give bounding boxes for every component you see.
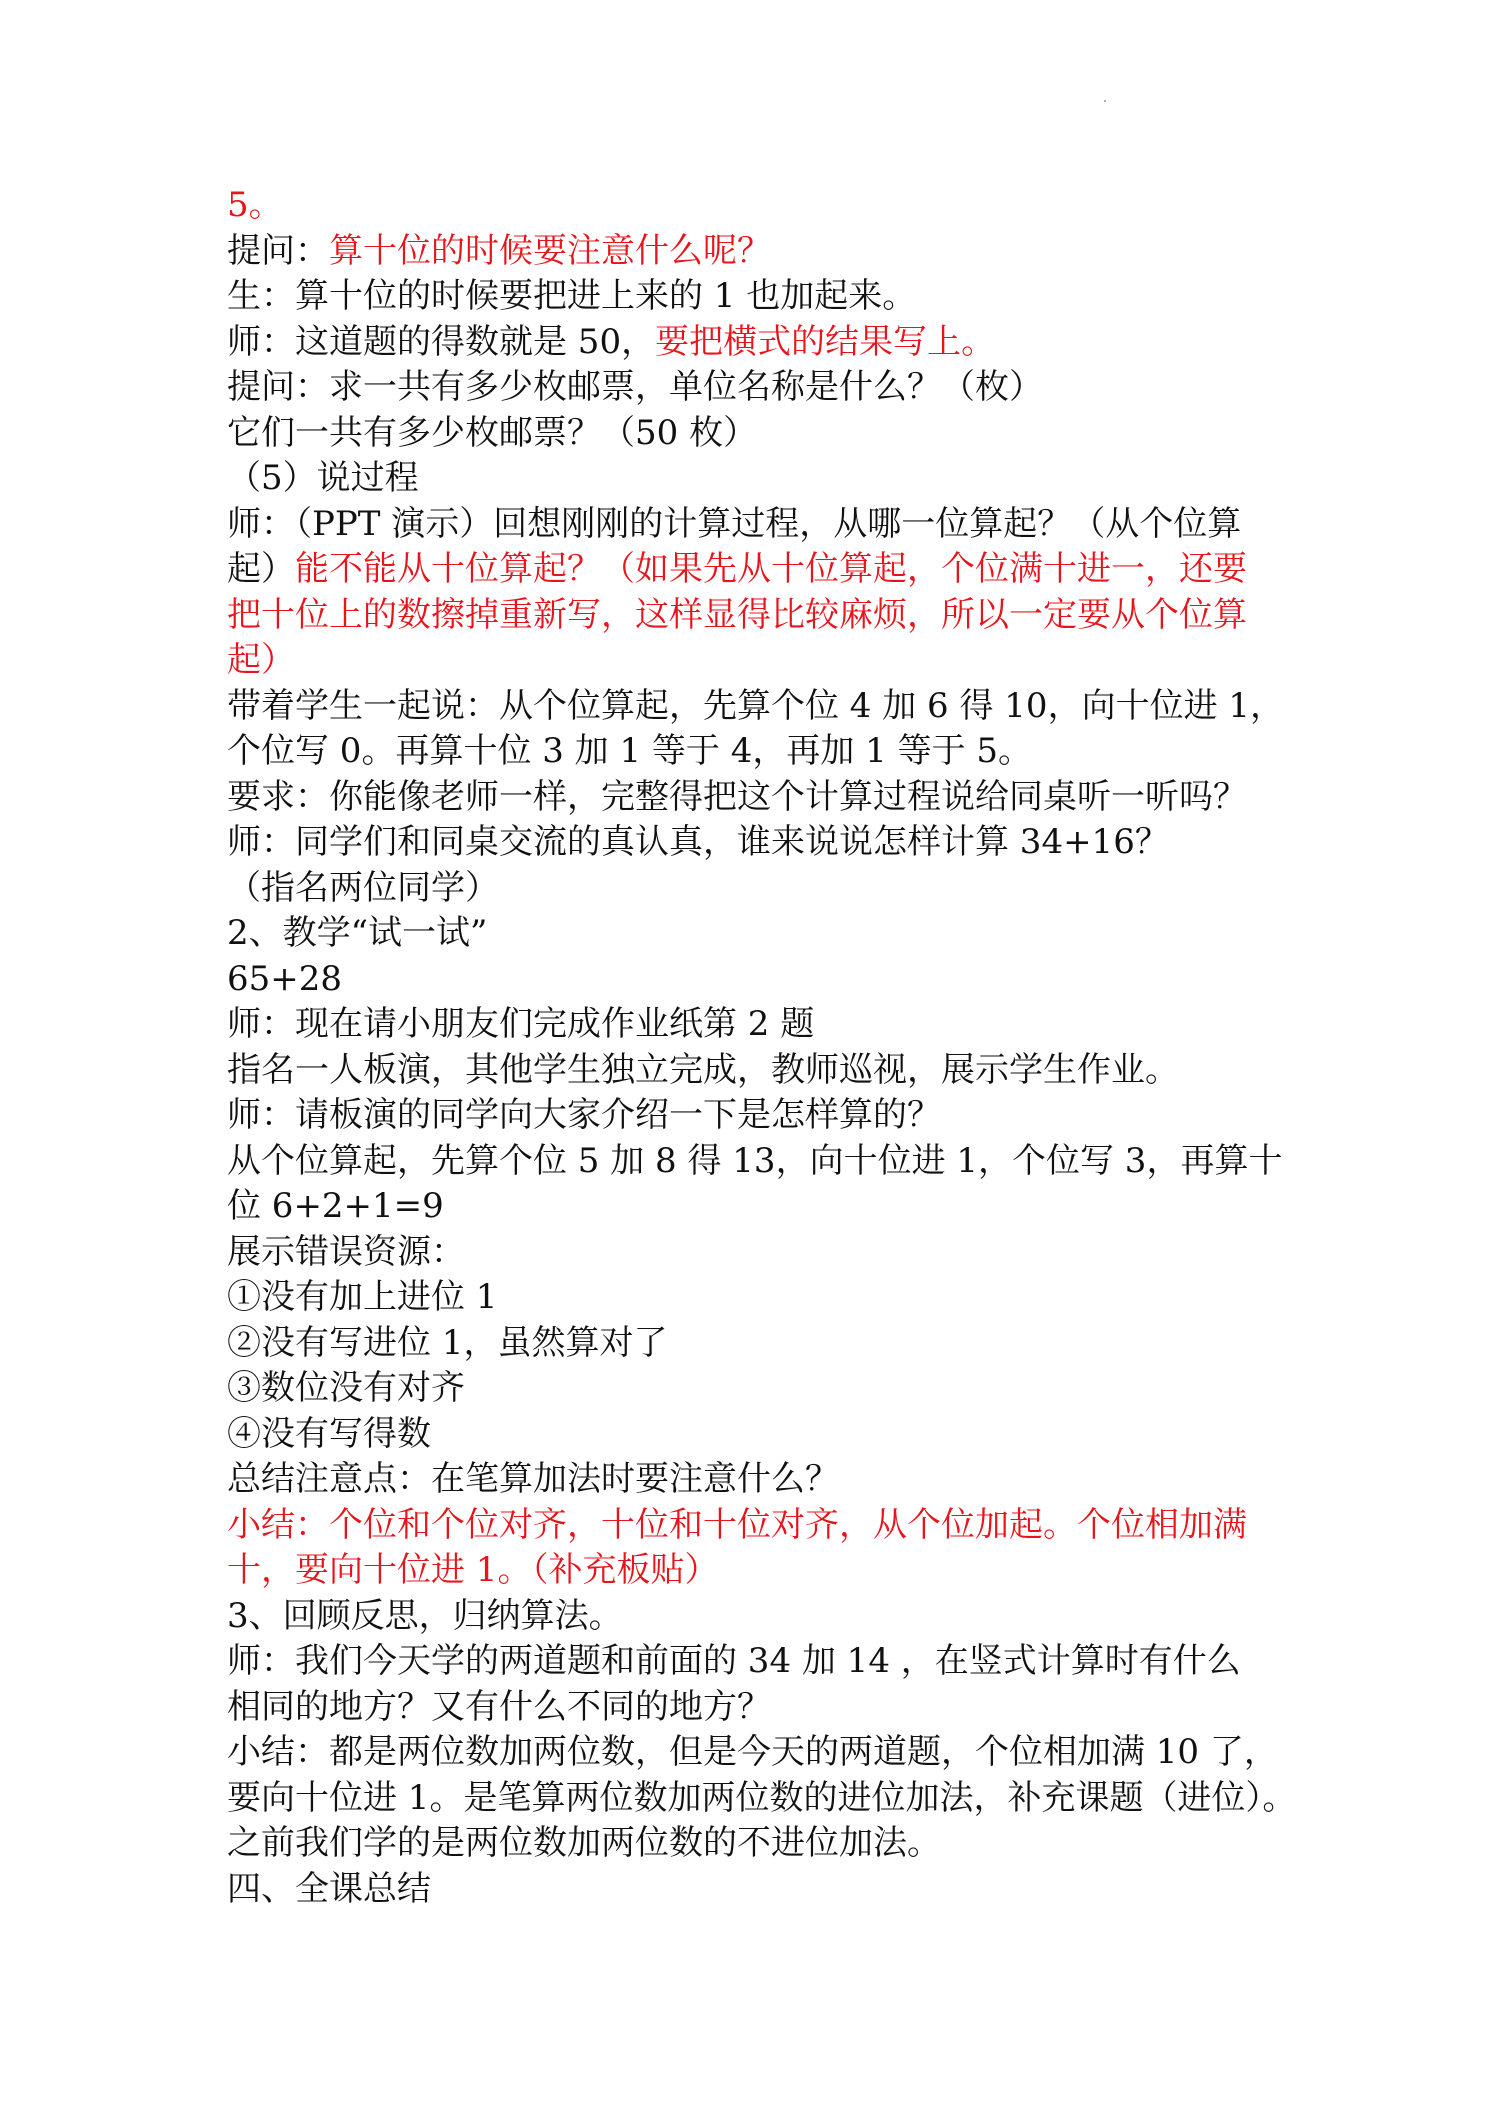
text-segment: 从个位算起，先算个位 5 加 8 得 13，向十位进 1，个位写 3，再算十: [227, 1140, 1283, 1181]
text-line: [227, 502, 1267, 548]
text-segment: 65+28: [227, 958, 343, 999]
text-line: [227, 1685, 1267, 1731]
text-segment: 之前我们学的是两位数加两位数的不进位加法。: [227, 1823, 941, 1863]
text-segment: 要向十位进 1。是笔算两位数加两位数的进位加法，补充课题（进位）。: [227, 1777, 1297, 1818]
text-line: [227, 1139, 1283, 1185]
text-segment: 总结注意点：在笔算加法时要注意什么？: [227, 1459, 839, 1499]
text-segment: 2、教学“试一试”: [227, 913, 488, 953]
text-line: [227, 866, 1267, 912]
text-line: [227, 456, 1267, 502]
highlighted-text: 能不能从十位算起？（如果先从十位算起，个位满十进一，还要: [295, 549, 1247, 589]
text-line: [227, 1457, 1267, 1503]
text-line: [227, 638, 1267, 684]
text-segment: 展示错误资源：: [227, 1231, 465, 1272]
text-line: [227, 274, 1267, 320]
text-segment: 个位写 0。再算十位 3 加 1 等于 4，再加 1 等于 5。: [227, 731, 1033, 771]
text-line: [227, 1366, 1267, 1412]
text-segment: （5）说过程: [227, 458, 419, 498]
text-line: [227, 820, 1267, 866]
text-segment: 相同的地方？又有什么不同的地方？: [227, 1686, 771, 1727]
text-segment: 带着学生一起说：从个位算起，先算个位 4 加 6 得 10，向十位进 1，: [227, 685, 1285, 726]
text-segment: 师：请板演的同学向大家介绍一下是怎样算的？: [227, 1095, 941, 1135]
text-segment: 它们一共有多少枚邮票？（50 枚）: [227, 412, 758, 453]
text-line: [227, 229, 1267, 275]
text-line: [227, 1821, 1267, 1867]
text-line: [227, 1002, 1267, 1048]
text-segment: （指名两位同学）: [227, 867, 499, 908]
highlighted-text: 小结：: [227, 1504, 329, 1545]
text-segment: ③数位没有对齐: [227, 1368, 465, 1408]
text-segment: 起）: [227, 549, 295, 589]
text-line: [227, 365, 1267, 411]
text-segment: 位 6+2+1=9: [227, 1186, 444, 1226]
highlighted-text: 算十位的时候要注意什么呢？: [329, 230, 771, 271]
text-line: [227, 1230, 1267, 1276]
text-segment: 师：（PPT 演示）回想刚刚的计算过程，从哪一位算起？（从个位算: [227, 503, 1242, 544]
text-segment: 3、回顾反思，归纳算法。: [227, 1595, 623, 1636]
text-segment: 提问：求一共有多少枚邮票，单位名称是什么？（枚）: [227, 367, 1043, 407]
lesson-plan-text: [227, 183, 1297, 1912]
text-line: [227, 183, 1267, 229]
text-segment: 师：现在请小朋友们完成作业纸第 2 题: [227, 1004, 815, 1044]
highlighted-text: 5。: [227, 185, 283, 225]
text-segment: ①没有加上进位 1: [227, 1277, 498, 1317]
text-line: [227, 1548, 1267, 1594]
text-segment: 指名一人板演，其他学生独立完成，教师巡视，展示学生作业。: [227, 1049, 1179, 1090]
highlighted-text: 十，要向十位进 1。（补充板贴）: [227, 1550, 719, 1590]
text-segment: 师：我们今天学的两道题和前面的 34 加 14 ，在竖式计算时有什么: [227, 1641, 1241, 1681]
text-line: [227, 1275, 1267, 1321]
text-line: [227, 1639, 1267, 1685]
text-line: [227, 1730, 1278, 1776]
highlighted-text: 起）: [227, 640, 295, 680]
text-line: [227, 411, 1267, 457]
text-segment: 师：同学们和同桌交流的真认真，谁来说说怎样计算 34+16？: [227, 822, 1169, 862]
text-line: [227, 1093, 1267, 1139]
text-segment: ④没有写得数: [227, 1413, 431, 1454]
text-line: [227, 729, 1267, 775]
text-line: [227, 1048, 1267, 1094]
text-line: [227, 684, 1285, 730]
text-line: [227, 1503, 1267, 1549]
text-segment: 师：这道题的得数就是 50，: [227, 321, 656, 362]
text-line: [227, 911, 1267, 957]
text-line: [227, 1412, 1267, 1458]
text-segment: 四、全课总结: [227, 1868, 431, 1909]
page-mark: [1104, 100, 1106, 102]
text-line: [227, 957, 1267, 1003]
text-line: [227, 1184, 1267, 1230]
text-segment: ②没有写进位 1，虽然算对了: [227, 1322, 668, 1363]
text-line: [227, 547, 1267, 593]
text-segment: 提问：: [227, 230, 329, 271]
text-segment: 小结：都是两位数加两位数，但是今天的两道题，个位相加满 10 了，: [227, 1732, 1278, 1772]
text-line: [227, 593, 1267, 639]
text-segment: 生：算十位的时候要把进上来的 1 也加起来。: [227, 276, 917, 316]
text-line: [227, 775, 1267, 821]
text-line: [227, 1776, 1297, 1822]
highlighted-text: 把十位上的数擦掉重新写，这样显得比较麻烦，所以一定要从个位算: [227, 594, 1247, 635]
text-line: [227, 1594, 1267, 1640]
highlighted-text: 个位和个位对齐，十位和十位对齐，从个位加起。个位相加满: [329, 1504, 1247, 1545]
text-line: [227, 1321, 1267, 1367]
highlighted-text: 要把横式的结果写上。: [655, 321, 996, 362]
text-line: [227, 1867, 1267, 1913]
text-segment: 要求：你能像老师一样，完整得把这个计算过程说给同桌听一听吗？: [227, 776, 1247, 817]
text-line: [227, 320, 1267, 366]
